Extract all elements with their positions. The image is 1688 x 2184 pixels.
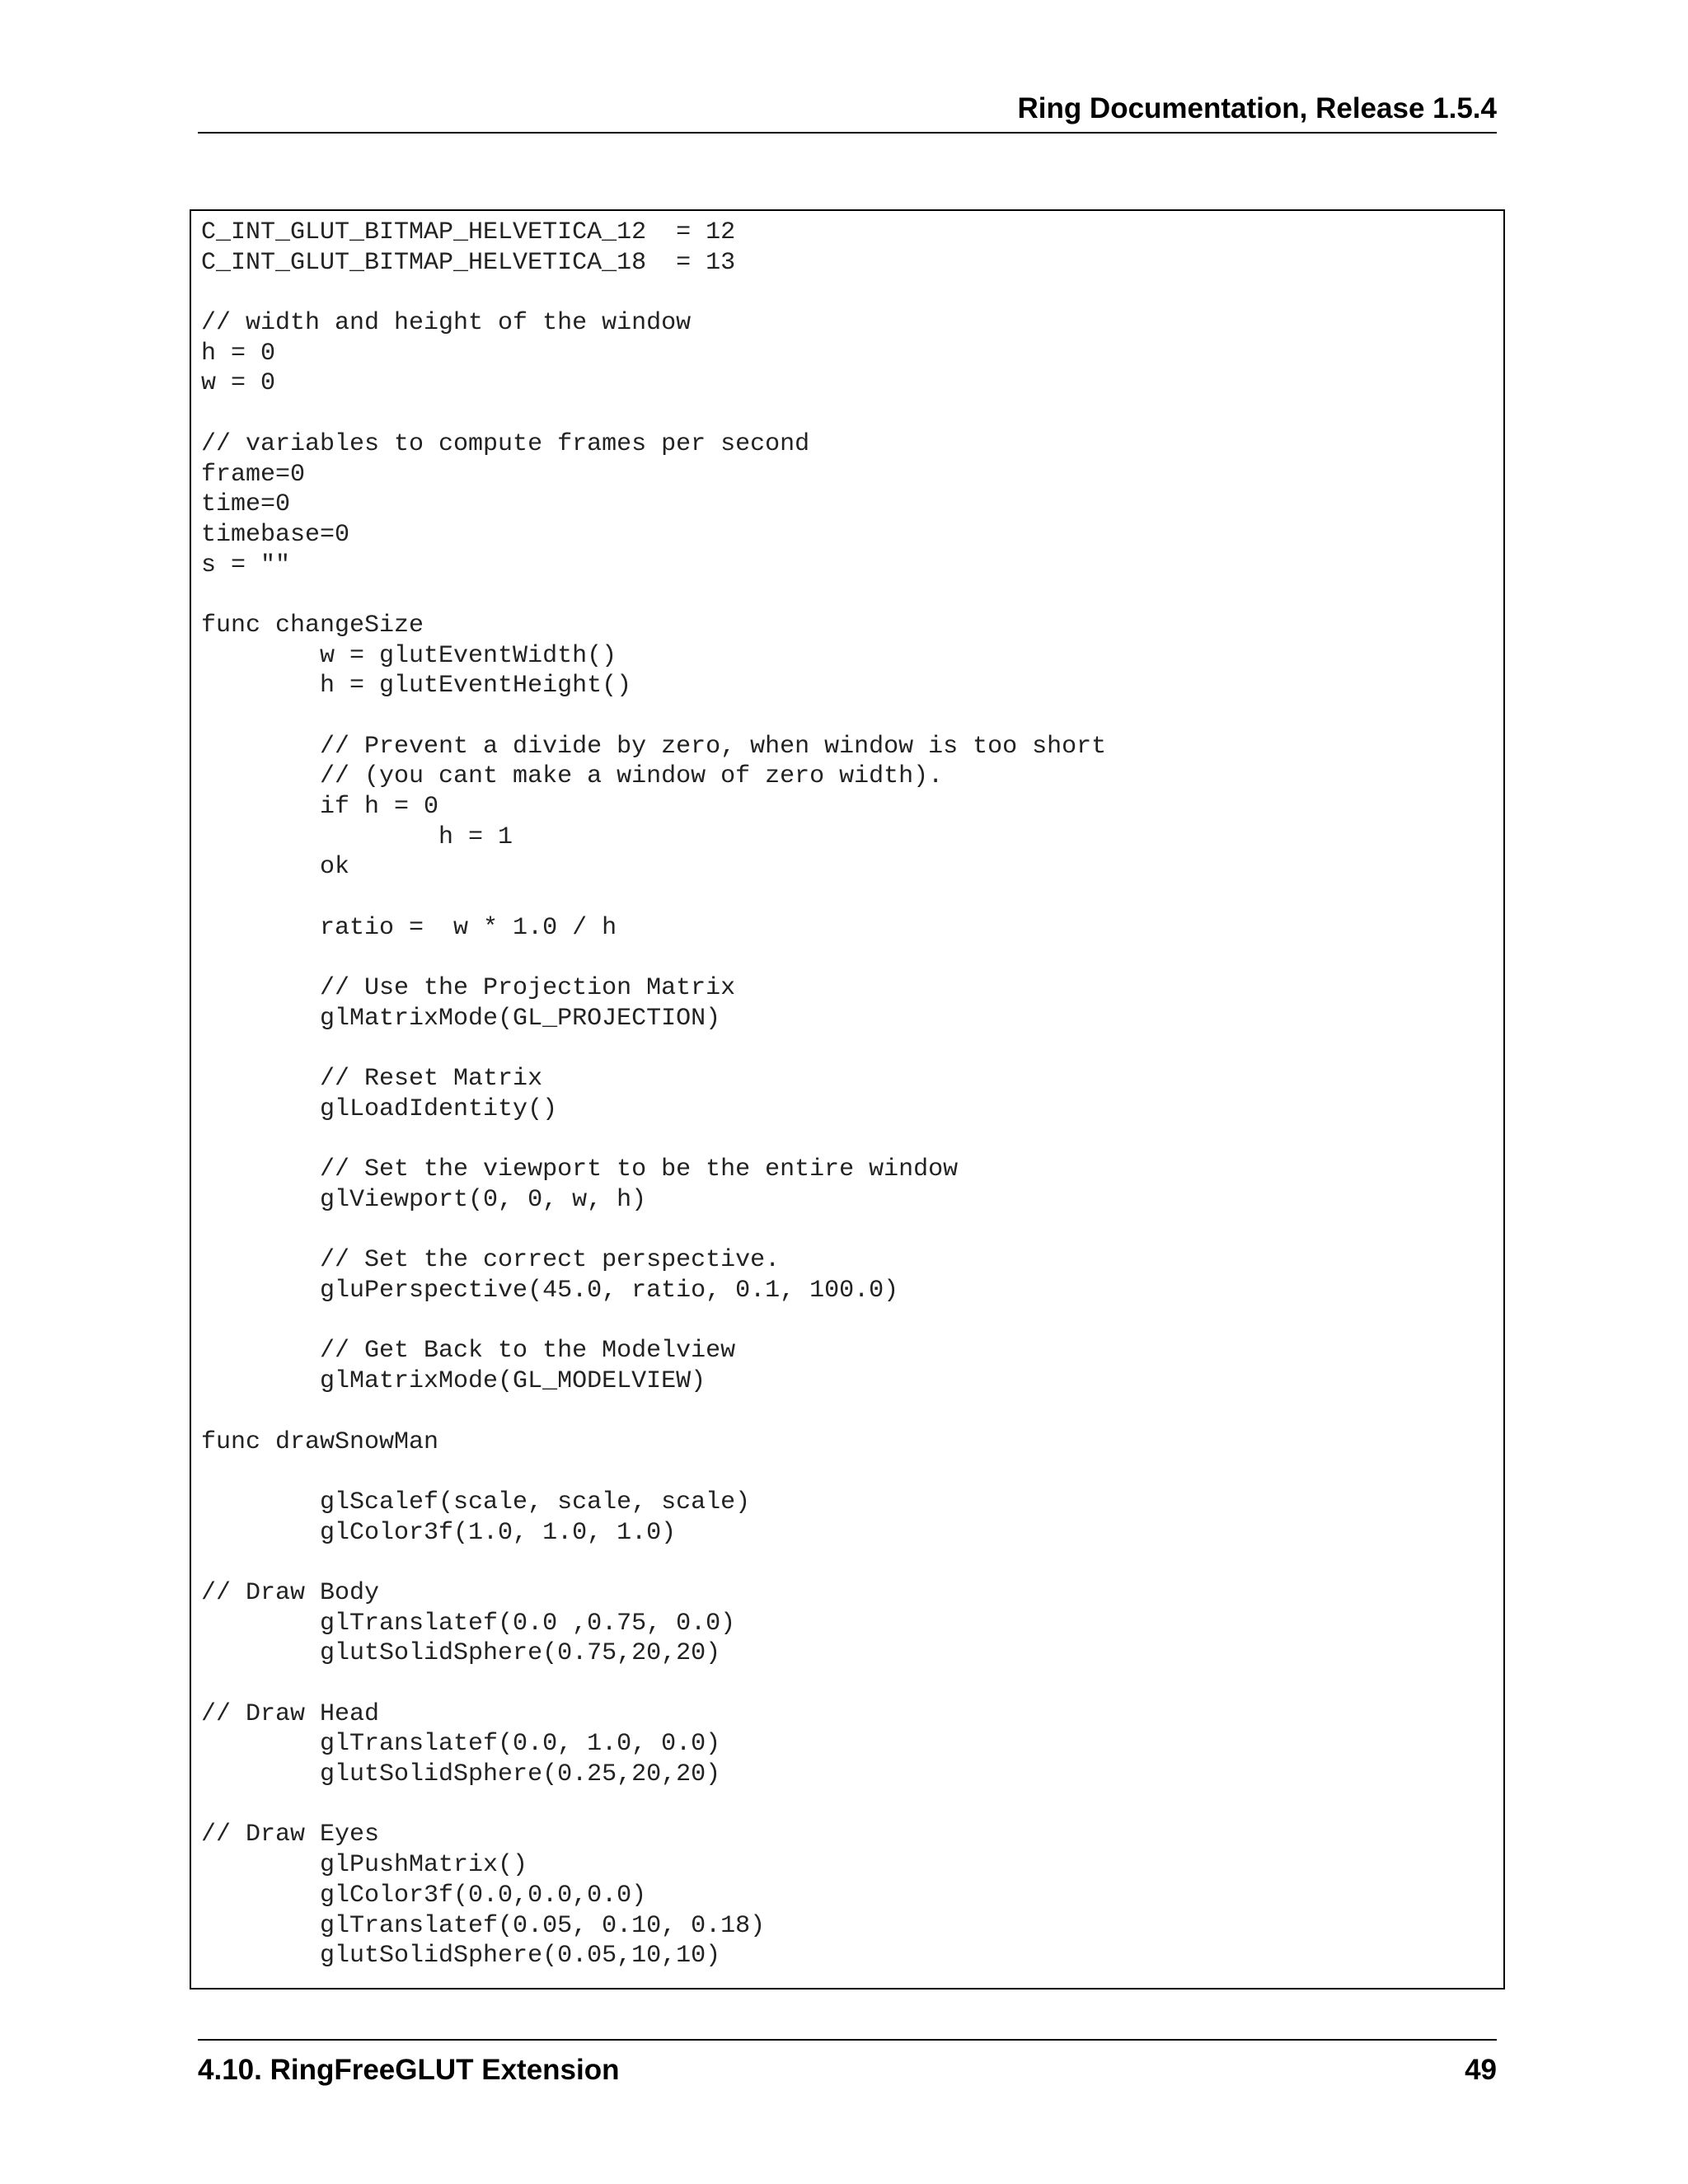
code-line: // Set the correct perspective. xyxy=(201,1246,781,1275)
code-line: func drawSnowMan xyxy=(201,1427,439,1456)
section-title: 4.10. RingFreeGLUT Extension xyxy=(198,2054,620,2086)
code-line: // Draw Eyes xyxy=(201,1821,380,1849)
code-lines xyxy=(201,218,1106,1971)
code-line: h = glutEventHeight() xyxy=(201,672,632,701)
code-line xyxy=(201,883,1106,913)
code-line: glColor3f(1.0, 1.0, 1.0) xyxy=(201,1518,677,1547)
code-line: // Get Back to the Modelview xyxy=(201,1337,736,1366)
code-line: glutSolidSphere(0.75,20,20) xyxy=(201,1639,721,1668)
code-line xyxy=(201,944,1106,974)
code-line xyxy=(201,701,1106,732)
code-line: // (you cant make a window of zero width). xyxy=(201,762,944,791)
code-line: glTranslatef(0.0 ,0.75, 0.0) xyxy=(201,1609,736,1638)
code-line: glLoadIdentity() xyxy=(201,1094,558,1123)
code-line: // width and height of the window xyxy=(201,309,692,338)
code-line xyxy=(201,1306,1106,1337)
code-line: glScalef(scale, scale, scale) xyxy=(201,1488,751,1516)
code-line: gluPerspective(45.0, ratio, 0.1, 100.0) xyxy=(201,1277,899,1305)
code-line: w = glutEventWidth() xyxy=(201,641,617,670)
code-line: ok xyxy=(201,853,350,882)
code-line: // Use the Projection Matrix xyxy=(201,974,736,1003)
code-line: glutSolidSphere(0.05,10,10) xyxy=(201,1942,721,1971)
code-line xyxy=(201,278,1106,308)
code-line: if h = 0 xyxy=(201,793,439,822)
code-line xyxy=(201,1125,1106,1155)
code-line: glTranslatef(0.05, 0.10, 0.18) xyxy=(201,1911,766,1940)
code-line: // variables to compute frames per second xyxy=(201,429,810,458)
code-line: w = 0 xyxy=(201,369,276,398)
page-footer xyxy=(198,2039,1497,2090)
code-line: glMatrixMode(GL_PROJECTION) xyxy=(201,1004,721,1033)
code-line: timebase=0 xyxy=(201,520,350,549)
code-line: time=0 xyxy=(201,490,291,519)
code-line: // Draw Head xyxy=(201,1699,380,1728)
code-line xyxy=(201,1034,1106,1065)
code-line: glViewport(0, 0, w, h) xyxy=(201,1186,647,1214)
code-line xyxy=(201,1548,1106,1578)
code-line: ratio = w * 1.0 / h xyxy=(201,913,617,942)
document-title: Ring Documentation, Release 1.5.4 xyxy=(1017,92,1497,124)
code-block xyxy=(190,209,1505,1990)
code-line: // Draw Body xyxy=(201,1578,380,1607)
code-line: C_INT_GLUT_BITMAP_HELVETICA_18 = 13 xyxy=(201,248,736,277)
page-header xyxy=(198,92,1497,134)
code-line xyxy=(201,1669,1106,1699)
code-line: glutSolidSphere(0.25,20,20) xyxy=(201,1760,721,1789)
code-line: s = "" xyxy=(201,551,291,579)
code-line xyxy=(201,1216,1106,1246)
code-line: h = 1 xyxy=(201,823,513,851)
code-line: glPushMatrix() xyxy=(201,1851,528,1880)
page-number: 49 xyxy=(1465,2054,1497,2086)
code-line: h = 0 xyxy=(201,339,276,368)
code-line: func changeSize xyxy=(201,611,424,640)
code-line: glColor3f(0.0,0.0,0.0) xyxy=(201,1881,647,1910)
code-line xyxy=(201,399,1106,429)
code-line xyxy=(201,1397,1106,1427)
code-line: glMatrixMode(GL_MODELVIEW) xyxy=(201,1367,706,1396)
code-line: // Prevent a divide by zero, when window is too short xyxy=(201,732,1107,761)
code-line: C_INT_GLUT_BITMAP_HELVETICA_12 = 12 xyxy=(201,218,736,246)
code-line: glTranslatef(0.0, 1.0, 0.0) xyxy=(201,1730,721,1759)
code-line xyxy=(201,580,1106,611)
code-line: // Reset Matrix xyxy=(201,1065,543,1094)
code-line xyxy=(201,1457,1106,1488)
code-line xyxy=(201,1790,1106,1821)
code-line: // Set the viewport to be the entire window xyxy=(201,1155,959,1184)
code-line: frame=0 xyxy=(201,460,306,489)
